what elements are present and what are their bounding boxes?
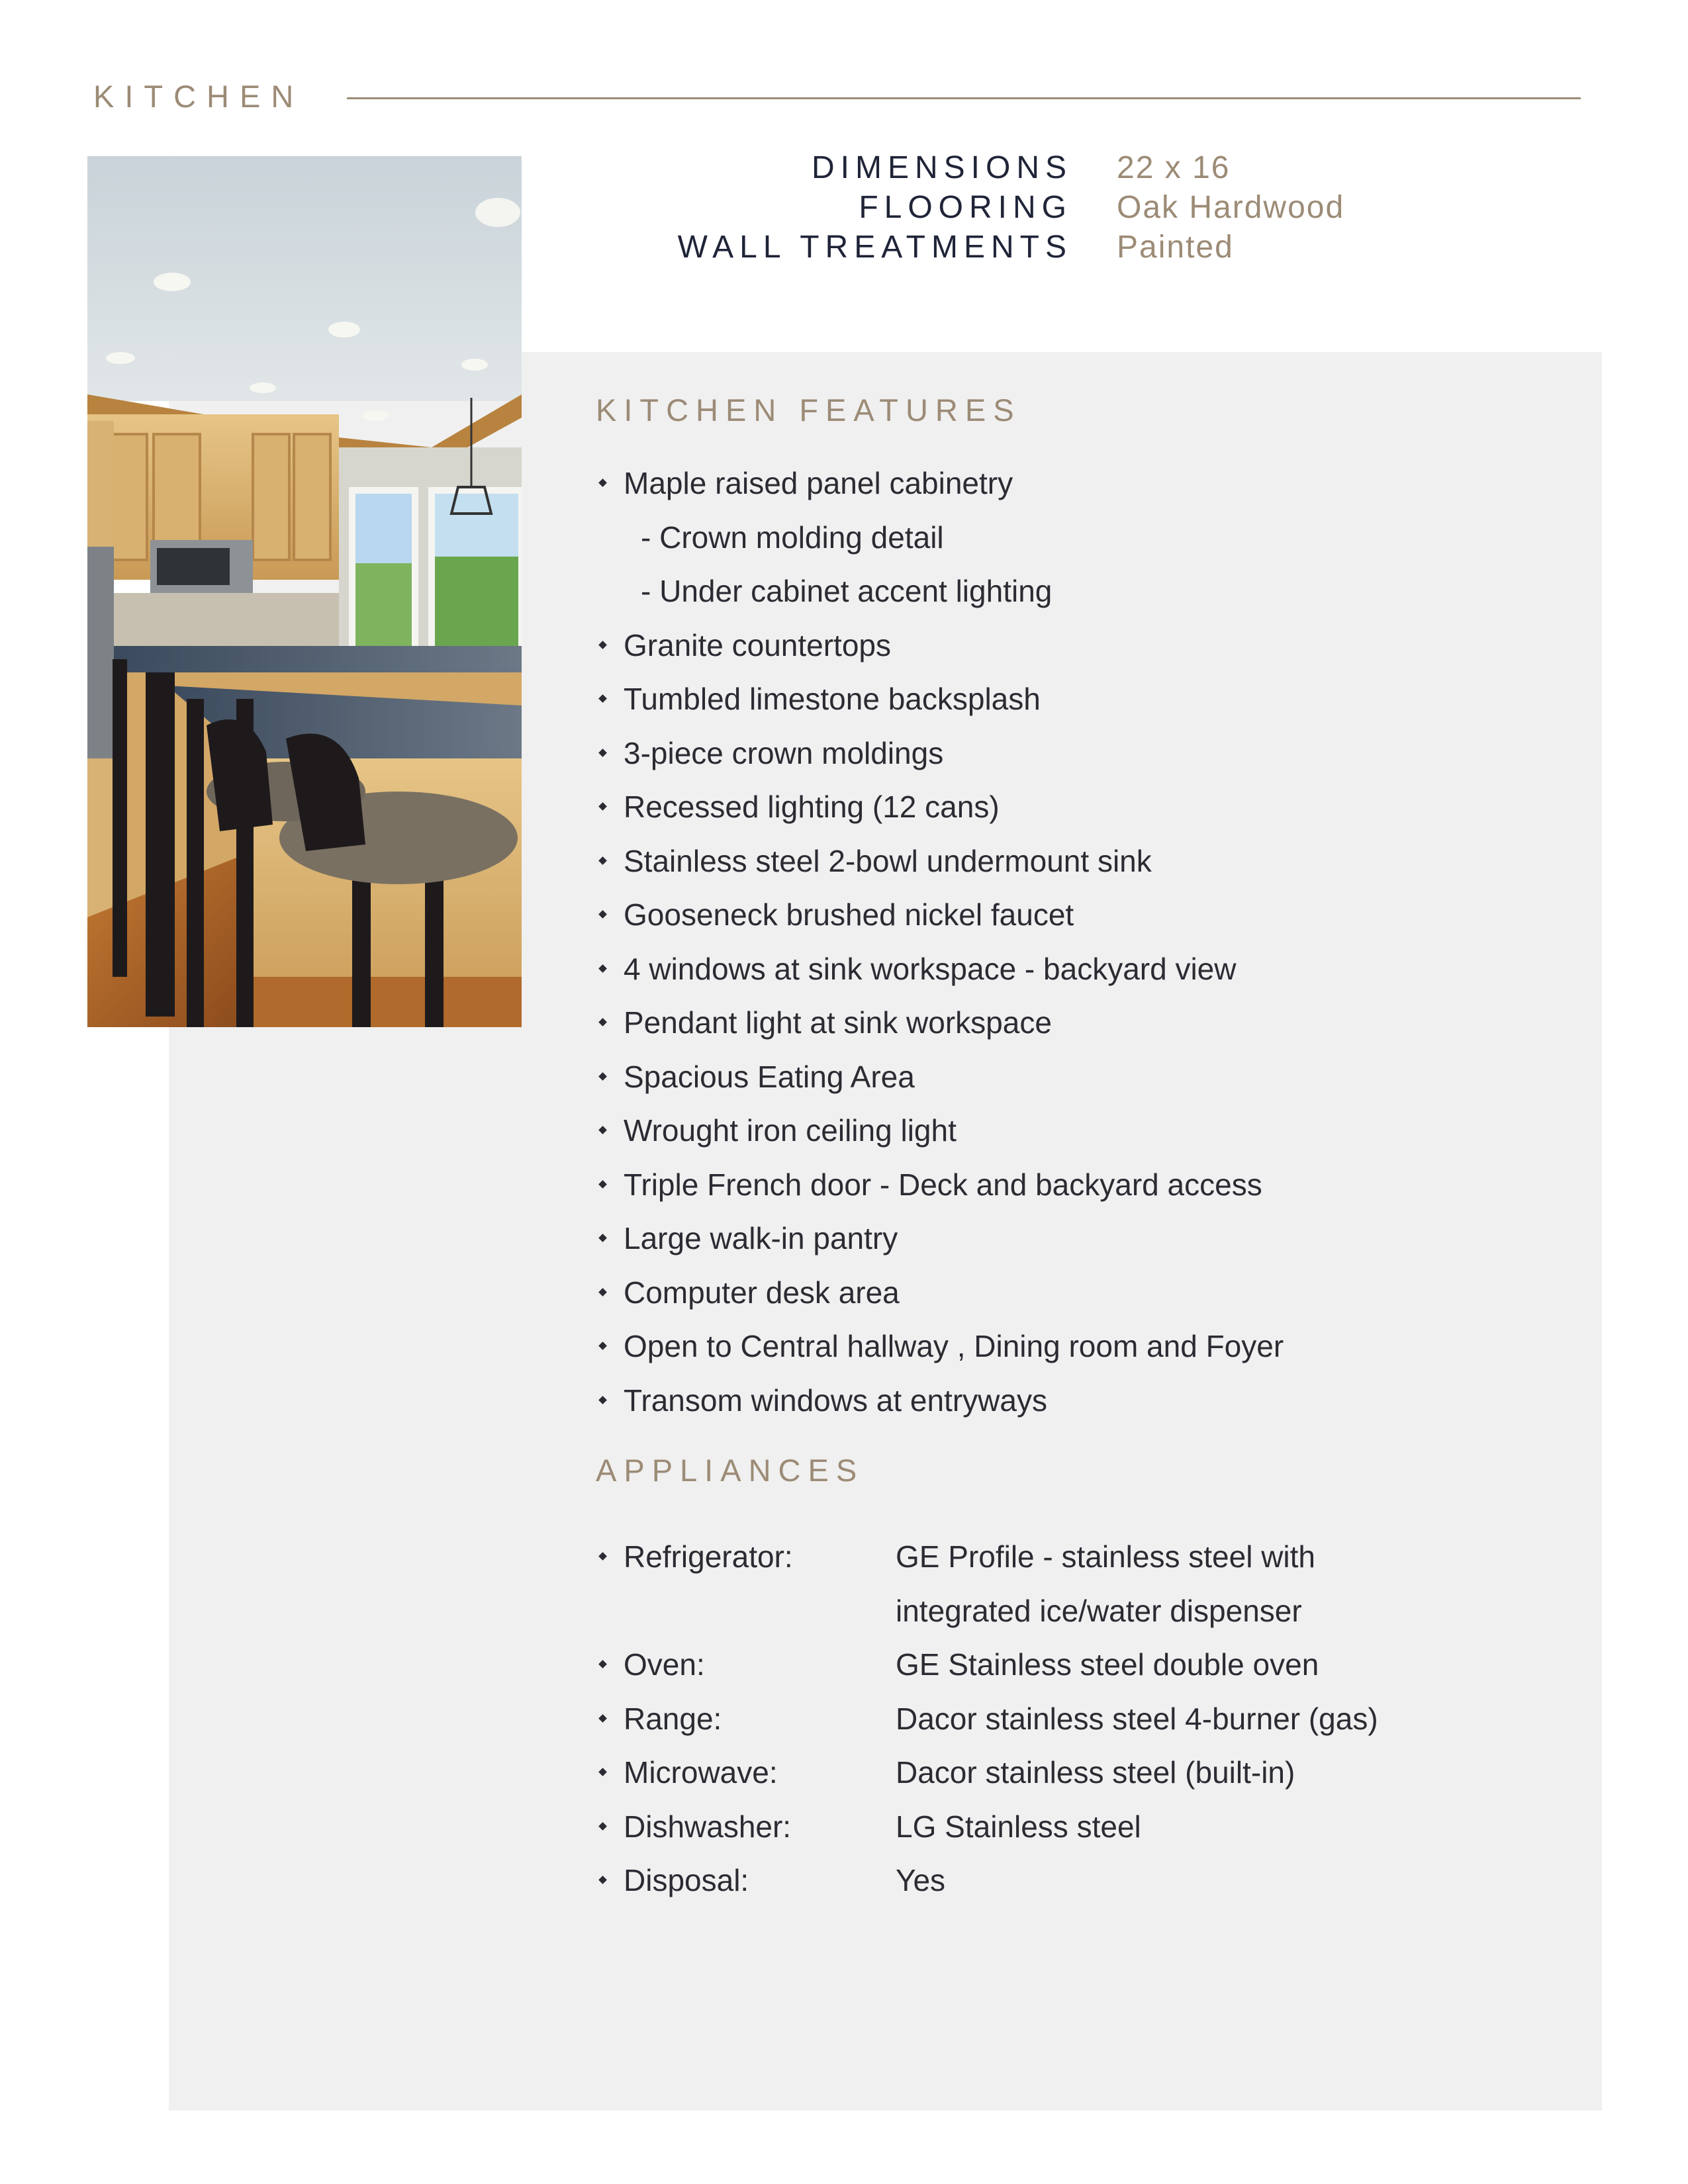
spec-label: DIMENSIONS	[811, 150, 1072, 185]
spec-label: FLOORING	[859, 190, 1072, 225]
appliances-heading: APPLIANCES	[596, 1453, 865, 1488]
features-heading: KITCHEN FEATURES	[596, 392, 1021, 428]
header-divider	[347, 97, 1581, 99]
spec-value: Oak Hardwood	[1117, 190, 1345, 225]
spec-row-flooring	[0, 189, 1688, 229]
spec-label: WALL TREATMENTS	[677, 230, 1072, 265]
kitchen-photo	[87, 156, 522, 1027]
spec-row-wall-treatments	[0, 229, 1688, 269]
page-title: KITCHEN	[93, 79, 305, 114]
spec-row-dimensions	[0, 150, 1688, 189]
kitchen-photo-illustration	[87, 156, 522, 1027]
spec-value: Painted	[1117, 230, 1234, 265]
spec-value: 22 x 16	[1117, 150, 1231, 185]
